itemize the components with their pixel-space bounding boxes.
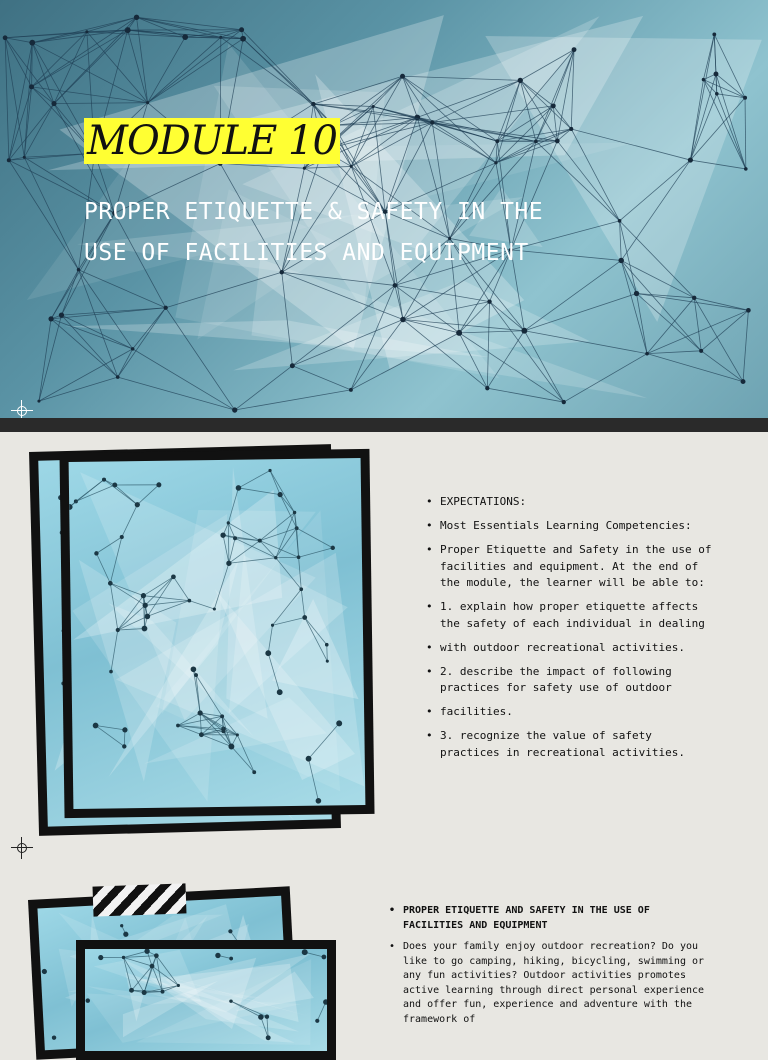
- expectations-list: [426, 494, 716, 769]
- slide-divider: [0, 418, 768, 432]
- photo-frame-front-2: [76, 940, 336, 1060]
- crosshair-icon: [11, 837, 33, 859]
- title-slide: [0, 0, 768, 418]
- striped-tape-graphic: [93, 883, 187, 916]
- network-image-front: [69, 458, 366, 809]
- network-image-front-2: [85, 949, 327, 1051]
- crosshair-icon: [11, 400, 33, 418]
- subtitle-line-1: PROPER ETIQUETTE & SAFETY IN THE: [84, 192, 644, 233]
- list-item: • Most Essentials Learning Competencies:: [426, 518, 716, 535]
- list-item: • Proper Etiquette and Safety in the use of facilities and equipment. At the end of the module, the learner will be able to:: [426, 542, 716, 592]
- module-title: MODULE 10: [84, 118, 340, 164]
- list-item: • Does your family enjoy outdoor recreation? Do you like to go camping, hiking, bicycling, swimming or any fun activities? Outdoor activities promotes active learning through direct personal experience and offer fun, experience and adventure with the framework of: [389, 940, 709, 1027]
- list-item: • facilities.: [426, 704, 716, 721]
- list-item-heading: • PROPER ETIQUETTE AND SAFETY IN THE USE OF FACILITIES AND EQUIPMENT: [389, 904, 709, 933]
- list-item: • with outdoor recreational activities.: [426, 640, 716, 657]
- module-subtitle: [84, 192, 644, 274]
- photo-frame-front: [59, 449, 374, 818]
- etiquette-intro-list: [389, 904, 709, 1034]
- list-item: • EXPECTATIONS:: [426, 494, 716, 511]
- list-item: • 2. describe the impact of following practices for safety use of outdoor: [426, 664, 716, 697]
- list-item: • 1. explain how proper etiquette affects the safety of each individual in dealing: [426, 599, 716, 632]
- subtitle-line-2: USE OF FACILITIES AND EQUIPMENT: [84, 233, 644, 274]
- list-item: • 3. recognize the value of safety practices in recreational activities.: [426, 728, 716, 761]
